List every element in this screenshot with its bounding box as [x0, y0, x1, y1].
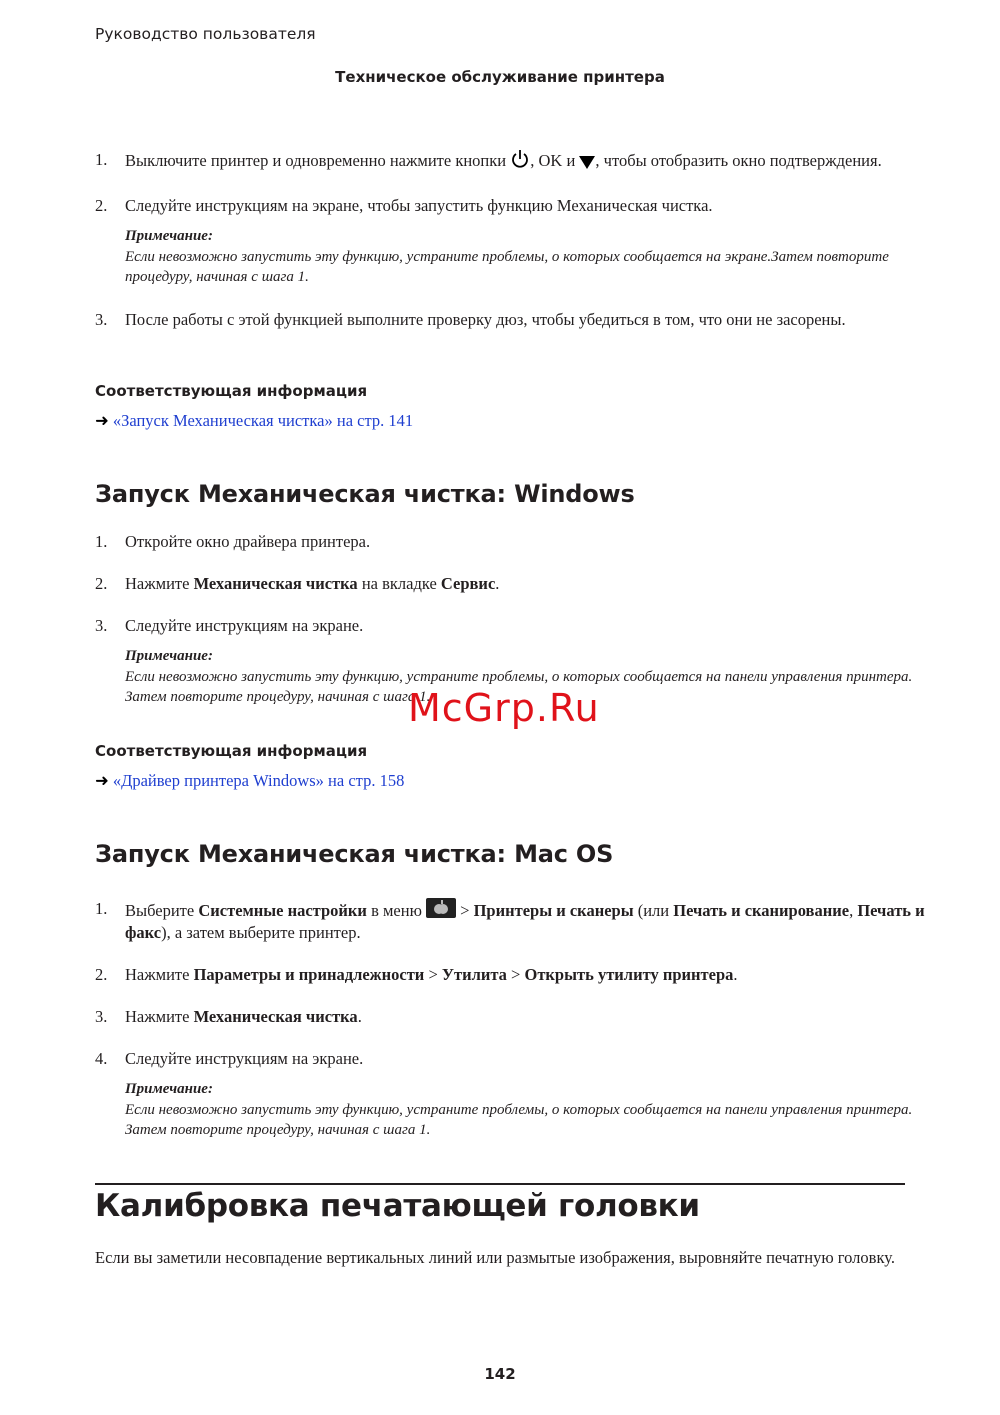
running-header: Руководство пользователя: [95, 25, 316, 43]
related-link[interactable]: ➜ «Запуск Механическая чистка» на стр. 141: [95, 411, 414, 430]
arrow-right-icon: ➜: [95, 771, 109, 790]
power-icon: [510, 149, 530, 175]
section-heading: Запуск Механическая чистка: Mac OS: [95, 840, 614, 868]
divider: [95, 1183, 905, 1185]
list-item: 1. Откройте окно драйвера принтера.: [95, 532, 371, 551]
steps-list: [95, 531, 925, 708]
list-item: 3. Следуйте инструкциям на экране.: [95, 616, 364, 635]
section-header: Техническое обслуживание принтера: [335, 68, 665, 86]
list-item: 3. Нажмите Механическая чистка.: [95, 1007, 362, 1026]
note: Примечание: Если невозможно запустить эту функцию, устраните проблемы, о которых сообщается на экране.Затем повторите процедуру, начиная с шага 1.: [125, 228, 889, 285]
list-item: 1. Выберите Системные настройки в меню > Принтеры и сканеры (или Печать и сканирование, Печать и факс), а затем выберите принтер.: [95, 899, 925, 942]
note: Примечание: Если невозможно запустить эту функцию, устраните проблемы, о которых сообщается на панели управления принтера. Затем повторите процедуру, начиная с шага 1.: [125, 1081, 913, 1138]
list-item: 2. Нажмите Параметры и принадлежности > Утилита > Открыть утилиту принтера.: [95, 965, 738, 984]
section-heading: Запуск Механическая чистка: Windows: [95, 480, 635, 508]
list-item: 3. После работы с этой функцией выполните проверку дюз, чтобы убедиться в том, что они не засорены.: [95, 309, 846, 329]
related-info-title: Соответствующая информация: [95, 382, 368, 400]
down-triangle-icon: [579, 153, 595, 175]
steps-list: [95, 149, 925, 331]
paragraph: Если вы заметили несовпадение вертикальных линий или размытые изображения, выровняйте печатную головку.: [95, 1248, 895, 1267]
related-info-title: Соответствующая информация: [95, 742, 368, 760]
apple-menu-icon: [426, 898, 456, 918]
chapter-heading: Калибровка печатающей головки: [95, 1188, 700, 1224]
steps-list: [95, 898, 925, 1141]
page-number: 142: [484, 1365, 516, 1383]
arrow-right-icon: ➜: [95, 411, 109, 430]
watermark: McGrp.Ru: [408, 686, 600, 730]
related-link[interactable]: ➜ «Драйвер принтера Windows» на стр. 158: [95, 771, 405, 790]
list-item: 2. Следуйте инструкциям на экране, чтобы запустить функцию Механическая чистка.: [95, 196, 713, 215]
list-item: 1. Выключите принтер и одновременно нажмите кнопки , OK и , чтобы отобразить окно подтверждения.: [95, 149, 925, 175]
note: Примечание: Если невозможно запустить эту функцию, устраните проблемы, о которых сообщается на панели управления принтера. Затем повторите процедуру, начиная с шага 1.: [125, 648, 913, 705]
list-item: 4. Следуйте инструкциям на экране.: [95, 1049, 364, 1068]
list-item: 2. Нажмите Механическая чистка на вкладке Сервис.: [95, 574, 500, 593]
